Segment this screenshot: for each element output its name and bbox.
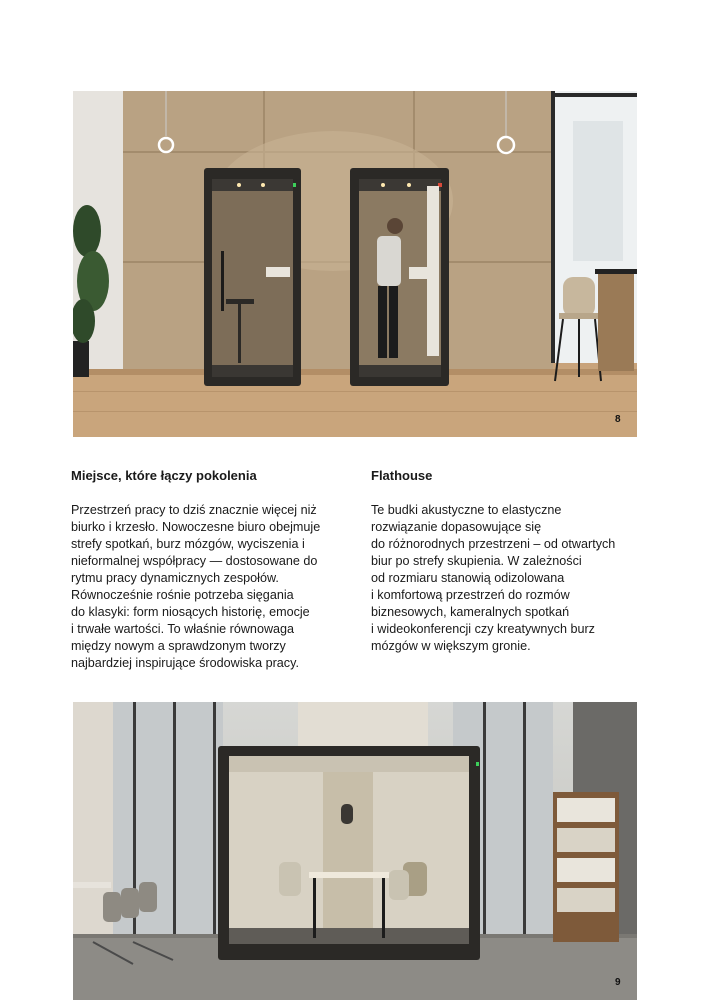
- plant-pot: [73, 341, 89, 377]
- bar-counter: [598, 271, 634, 371]
- page-number-top: 8: [615, 414, 621, 425]
- meeting-booth-illustration: [73, 702, 637, 1000]
- page-number-bottom: 9: [615, 977, 621, 988]
- section-left-body: Przestrzeń pracy to dziś znacznie więcej niż biurko i krzesło. Nowoczesne biuro obejmuje strefy spotkań, burz mózgów, wyciszenia i nieformalnej współpracy — dostosowane do rytmu pracy dynamicznych zespołów. Równocześnie rośnie potrzeba sięgania do klasyki: form niosących historię, emocje i trwałe wartości. To właśnie równowaga między nowym a sprawdzonym tworzy najbardziej inspirujące środowiska pracy.: [71, 503, 321, 670]
- table-top: [309, 872, 389, 878]
- meeting-booth: [218, 746, 480, 960]
- section-right-body: Te budki akustyczne to elastyczne rozwiązanie dopasowujące się do różnorodnych przestrzeni – od otwartych biur po strefy skupienia. W zależności od rozmiaru stanowią odizolowana i komfortową przestrzeń do rozmów biznesowych, kameralnych spotkań i wideokonferencji czy kreatywnych burz mózgów w większym gronie.: [371, 503, 616, 653]
- booths-photo-top: [73, 91, 637, 437]
- bookshelf: [553, 792, 619, 942]
- plant-leaves: [73, 205, 101, 257]
- back-panel: [323, 772, 373, 932]
- meeting-booth-photo-bottom: [73, 702, 637, 1000]
- section-left: [71, 468, 346, 672]
- section-left-heading: Miejsce, które łączy pokolenia: [71, 468, 257, 483]
- section-right: [371, 468, 651, 655]
- person-head: [387, 218, 403, 234]
- section-right-heading: Flathouse: [371, 468, 433, 483]
- booths-illustration: [73, 91, 637, 437]
- person-torso: [377, 236, 401, 286]
- booth-right: [350, 168, 449, 386]
- booth-left: [204, 168, 301, 386]
